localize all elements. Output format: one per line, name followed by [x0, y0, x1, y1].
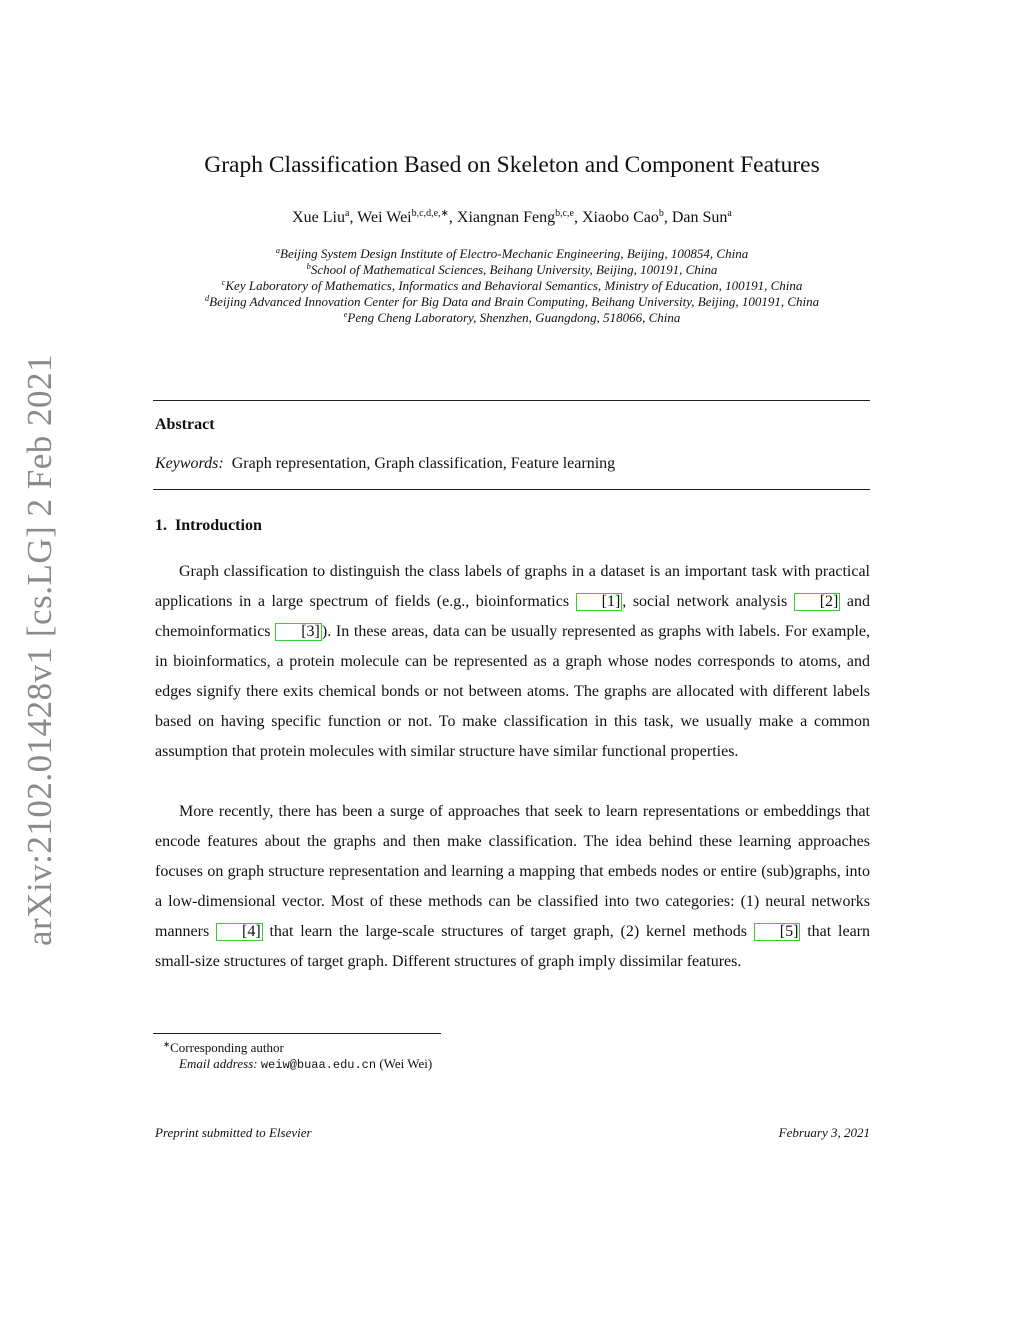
affiliation: $^d$Beijing Advanced Innovation Center for Big Data and Brain Computing, Beihang University, Beijing, 100191, China — [204, 293, 820, 309]
footnote-rule — [153, 1033, 441, 1034]
affiliation: $^c$Key Laboratory of Mathematics, Informatics and Behavioral Semantics, Ministry of Education, 100191, China — [221, 277, 803, 293]
citation-link[interactable]: [5] — [754, 923, 801, 941]
affiliation: $^a$Beijing System Design Institute of Electro-Mechanic Engineering, Beijing, 100854, China — [275, 245, 749, 261]
author-affil-sup: b — [658, 208, 664, 219]
abstract-top-rule — [153, 400, 870, 401]
author-name: Xiaobo Cao — [581, 209, 659, 226]
abstract-bottom-rule — [153, 489, 870, 490]
author-name: Xue Liu — [292, 209, 345, 226]
author-name: Xiangnan Feng — [456, 209, 556, 226]
email-owner: (Wei Wei) — [379, 1056, 433, 1071]
email-address[interactable]: weiw@buaa.edu.cn — [260, 1058, 377, 1072]
affiliation-list — [140, 246, 884, 326]
citation-link[interactable]: [3] — [275, 623, 322, 641]
author-name: Wei Wei — [357, 209, 412, 226]
keywords-text: Graph representation, Graph classification, Feature learning — [231, 455, 616, 472]
abstract-heading: Abstract — [155, 416, 215, 433]
corresponding-author-note: Corresponding author — [170, 1040, 284, 1055]
keywords-label: Keywords: — [155, 455, 224, 472]
affiliation: $^e$Peng Cheng Laboratory, Shenzhen, Guangdong, 518066, China — [343, 309, 681, 325]
author-name: Dan Sun — [671, 209, 728, 226]
paper-title: Graph Classification Based on Skeleton and Component Features — [204, 152, 820, 178]
section-title: Introduction — [175, 517, 262, 534]
author-list: Xue Liu$^a$, Wei Wei$^{b,c,d,e,∗}$, Xiangnan Feng$^{b,c,e}$, Xiaobo Cao$^b$, Dan Sun$^a$ — [292, 208, 732, 226]
footnote-mark: ∗ — [163, 1039, 171, 1049]
preprint-date: February 3, 2021 — [778, 1125, 870, 1140]
author-affil-sup: a — [345, 208, 350, 219]
author-affil-sup: a — [727, 208, 732, 219]
affiliation: $^b$School of Mathematical Sciences, Beihang University, Beijing, 100191, China — [306, 261, 718, 277]
section-heading — [155, 517, 262, 535]
body-paragraph: Graph classification to distinguish the class labels of graphs in a dataset is an important task with practical applications in a large spectrum of fields (e.g., bioinformatics [1] , social network analysis [2] and chemoinformatics [3] ). In these areas, data can be usually represented as graphs with labels. For example, in bioinformatics, a protein molecule can be represented as a graph whose nodes corresponds to atoms, and edges signify there exits chemical bonds or not between atoms. The graphs are allocated with different labels based on having specific function or not. To make classification in this task, we usually make a common assumption that protein molecules with similar structure have similar functional properties. — [155, 563, 871, 760]
body-paragraph: More recently, there has been a surge of approaches that seek to learn representations or embeddings that encode features about the graphs and then make classification. The idea behind these learning approaches focuses on graph structure representation and learning a mapping that embeds nodes or entire (sub)graphs, into a low-dimensional vector. Most of these methods can be classified into two categories: (1) neural networks manners [4] that learn the large-scale structures of target graph, (2) kernel methods [5] that learn small-size structures of target graph. Different structures of graph imply dissimilar features. — [155, 803, 871, 970]
citation-link[interactable]: [1] — [576, 593, 623, 611]
email-label: Email address: — [179, 1056, 258, 1071]
author-affil-sup: b,c,e — [555, 208, 574, 219]
author-affil-sup: b,c,d,e,∗ — [411, 208, 449, 219]
section-number: 1. — [155, 517, 167, 534]
keywords-line — [155, 455, 615, 473]
citation-link[interactable]: [2] — [794, 593, 841, 611]
arxiv-identifier: arXiv:2102.01428v1 [cs.LG] 2 Feb 2021 — [20, 353, 59, 947]
footnote — [163, 1040, 432, 1073]
preprint-note: Preprint submitted to Elsevier — [155, 1125, 312, 1140]
citation-link[interactable]: [4] — [216, 923, 263, 941]
